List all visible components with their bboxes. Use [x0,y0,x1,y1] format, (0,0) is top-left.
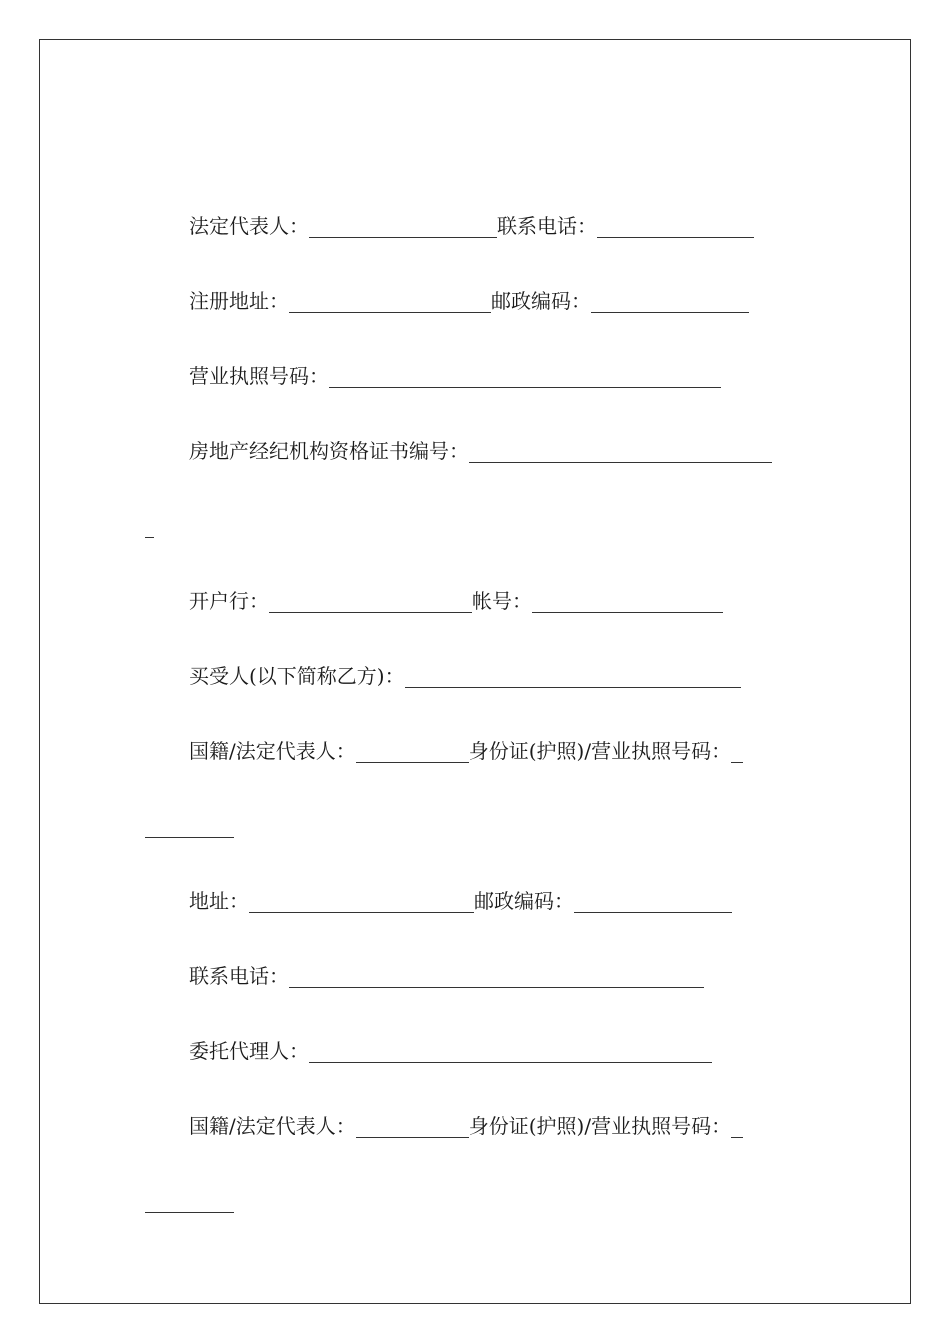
buyer-phone-blank[interactable] [289,961,704,991]
business-license-label: 营业执照号码： [189,364,329,388]
id-number-blank-2-continued[interactable] [145,1186,234,1216]
bank-label: 开户行： [189,589,269,613]
agency-certificate-blank[interactable] [469,436,772,466]
postal-code-label-2: 邮政编码： [474,889,574,913]
postal-code-blank-2[interactable] [574,886,732,916]
bank-blank[interactable] [269,586,472,616]
id-number-blank-2[interactable] [731,1111,743,1141]
agent-label: 委托代理人： [189,1039,309,1063]
account-blank[interactable] [532,586,723,616]
address-row [189,886,732,916]
id-number-label: 身份证(护照)/营业执照号码： [468,739,732,763]
postal-code-blank[interactable] [591,286,749,316]
id-number-blank[interactable] [731,736,743,766]
buyer-phone-label: 联系电话： [189,964,289,988]
agency-certificate-blank-continued[interactable] [145,511,154,541]
legal-representative-label: 法定代表人： [189,214,309,238]
bank-row [189,586,723,616]
agency-certificate-label: 房地产经纪机构资格证书编号： [189,439,469,463]
nationality-blank-2[interactable] [356,1111,469,1141]
buyer-row [189,661,741,691]
legal-representative-blank[interactable] [309,211,497,241]
buyer-phone-row [189,961,704,991]
account-label: 帐号： [472,589,532,613]
agent-blank[interactable] [309,1036,712,1066]
nationality-label: 国籍/法定代表人： [189,739,356,763]
registered-address-label: 注册地址： [189,289,289,313]
nationality-label-2: 国籍/法定代表人： [189,1114,356,1138]
agent-row [189,1036,712,1066]
id-number-label-2: 身份证(护照)/营业执照号码： [468,1114,732,1138]
buyer-label: 买受人(以下简称乙方)： [189,664,405,688]
buyer-blank[interactable] [405,661,741,691]
legal-representative-row [189,211,754,241]
registered-address-blank[interactable] [289,286,491,316]
id-number-blank-continued[interactable] [145,811,234,841]
address-blank[interactable] [249,886,474,916]
postal-code-label: 邮政编码： [491,289,591,313]
contact-phone-label: 联系电话： [497,214,597,238]
buyer-nationality-row [189,736,743,766]
agent-nationality-row [189,1111,743,1141]
contact-phone-blank[interactable] [597,211,754,241]
nationality-blank[interactable] [356,736,469,766]
agency-certificate-row [189,436,772,466]
registered-address-row [189,286,749,316]
address-label: 地址： [189,889,249,913]
business-license-row [189,361,721,391]
business-license-blank[interactable] [329,361,721,391]
